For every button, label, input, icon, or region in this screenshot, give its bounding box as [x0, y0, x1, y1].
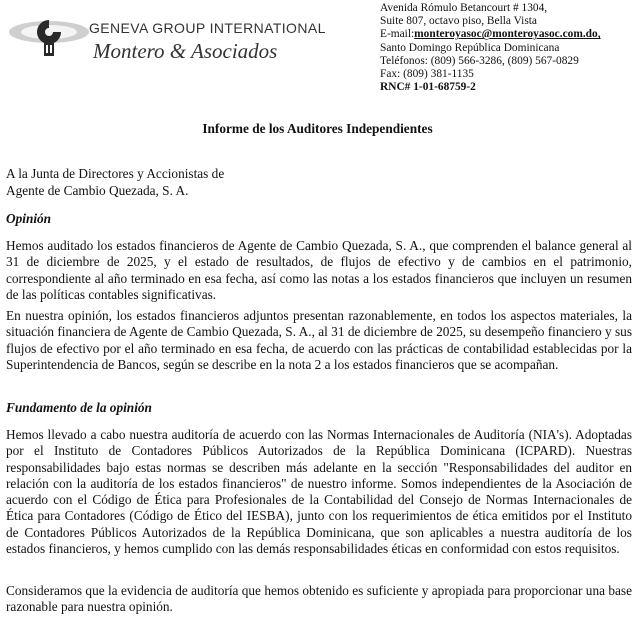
addressee-line-2: Agente de Cambio Quezada, S. A. — [6, 182, 189, 198]
firm-address-block — [380, 2, 601, 94]
address-line-2: Suite 807, octavo piso, Bella Vista — [380, 15, 537, 28]
basis-paragraph-2: Consideramos que la evidencia de auditoría que hemos obtenido es suficiente y apropiada para proporcionar una base razonable para nuestra opinión. — [6, 583, 632, 615]
email-link[interactable]: monteroyasoc@monteroyasoc.com.do, — [414, 28, 601, 41]
address-line-1: Avenida Rómulo Betancourt # 1304, — [380, 2, 548, 14]
opinion-heading: Opinión — [6, 211, 52, 226]
opinion-paragraph-2: En nuestra opinión, los estados financieros adjuntos presentan razonablemente, en todos los aspectos materiales, la situación financiera de Agente de Cambio Quezada, S. A., al 31 de diciembre de 2025, su desempeño financiero y sus flujos de efectivo por el año terminado en esa fecha, de acuerdo con las prácticas de contabilidad establecidas por la Superintendencia de Bancos, según se describe en la nota 2 a los estados financieros que se acompañan. — [6, 308, 632, 372]
basis-paragraph-1: Hemos llevado a cabo nuestra auditoría de acuerdo con las Normas Internacionales de Auditoría (NIA's). Adoptadas por el Instituto de Contadores Públicos Autorizados de la República Dominicana (ICPARD). Nuestras responsabilidades bajo estas normas se describen más adelante en la sección "Responsabilidades del auditor en relación con la auditoría de los estados financieros" de nuestro informe. Somos independientes de la Asociación de acuerdo con el Código de Ética para Profesionales de la Contabilidad del Consejo de Normas Internacionales de Ética para Contadores (Código de Ético del IESBA), junto con los requerimientos de ética emitidos por el Instituto de Contadores Públicos Autorizados de la República Dominicana, que son aplicables a nuestra auditoría de los estados financieros, y hemos cumplido con las demás responsabilidades éticas en conformidad con estos requisitos. — [6, 427, 632, 557]
opinion-paragraph-1: Hemos auditado los estados financieros de Agente de Cambio Quezada, S. A., que comprenden el balance general al 31 de diciembre de 2025, y el estado de resultados, de flujos de efectivo y de cambios en el patrimonio, correspondiente al año terminado en esa fecha, así como las notas a los estados financieros que incluyen un resumen de las políticas contables significativas. — [6, 238, 632, 302]
fax-line: Fax: (809) 381-1135 — [380, 68, 474, 81]
firm-name: GENEVA GROUP INTERNATIONAL — [89, 20, 326, 36]
city-line: Santo Domingo República Dominicana — [380, 41, 560, 54]
basis-heading: Fundamento de la opinión — [6, 400, 152, 415]
firm-subtitle: Montero & Asociados — [93, 39, 278, 63]
email-label: E-mail: — [380, 28, 415, 41]
geneva-group-logo-icon — [6, 18, 92, 58]
report-title: Informe de los Auditores Independientes — [202, 121, 433, 136]
addressee-line-1: A la Junta de Directores y Accionistas de — [6, 166, 225, 181]
addressee — [6, 166, 224, 199]
phone-line: Teléfonos: (809) 566-3286, (809) 567-0829 — [380, 54, 579, 67]
rnc-line: RNC# 1-01-68759-2 — [380, 81, 476, 94]
email-line — [380, 28, 601, 41]
